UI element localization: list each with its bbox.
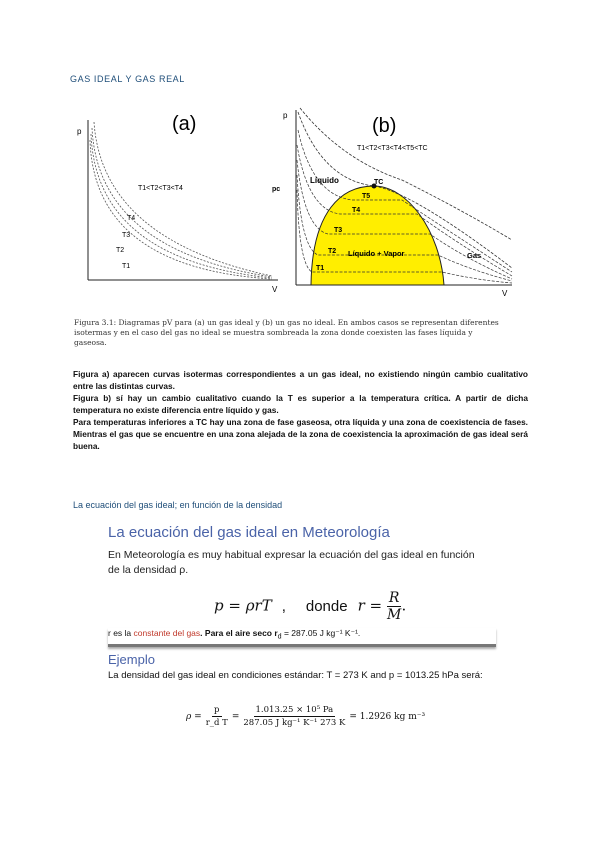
panel-a-v-label: V [272, 285, 278, 294]
gas-const-sub: d [277, 632, 282, 641]
panel-b-v-label: V [502, 289, 508, 298]
rho-eq: ρ = [186, 711, 202, 722]
panel-a-ordering: T1<T2<T3<T4 [138, 185, 183, 192]
gas-const-pre: r es la [108, 628, 132, 638]
coexistence-region [311, 186, 444, 285]
panel-b-pc-label: pc [272, 186, 281, 193]
equation-numerator: R [388, 590, 400, 606]
frac2-num: 1.013.25 × 10⁵ Pa [255, 705, 334, 715]
panel-b-t4-label: T4 [352, 207, 361, 214]
section-title-ecuacion-densidad: La ecuación del gas ideal; en función de la densidad [73, 500, 283, 510]
gas-const-post: . Para el aire seco r [200, 628, 278, 638]
density-result: = 1.2926 kg m⁻³ [349, 711, 426, 722]
equation-denominator: M [386, 607, 402, 623]
figure-caption: Figura 3.1: Diagramas pV para (a) un gas ideal y (b) un gas no ideal. En ambos casos se representan diferentes isotermas y en el caso del gas no ideal se muestra sombreada la zona donde coexisten las fases líquida y gaseosa. [74, 318, 499, 347]
panel-b-label: (b) [372, 115, 397, 137]
section-title-gas-ideal-real: GAS IDEAL Y GAS REAL [70, 74, 185, 84]
panel-a-t2-label: T2 [116, 247, 125, 254]
equation-fraction [387, 590, 402, 623]
panel-a-isotherm-t1 [90, 140, 272, 279]
frac2-den: 287.05 J kg⁻¹ K⁻¹ 273 K [243, 718, 346, 728]
equation-donde: donde [305, 597, 348, 615]
paragraph-coexistence: Para temperaturas inferiores a TC hay una zona de fase gaseosa, otra líquida y una zona de coexistencia de fases. Mientras el gas que se encuentre en una zona alejada de la zona de coexistencia la aproximación de gas ideal será buena. [73, 417, 528, 451]
panel-a [77, 113, 281, 294]
gas-const-red: constante del gas [133, 628, 201, 638]
pv-diagram-figure [72, 100, 528, 300]
panel-b-tc-label: TC [374, 179, 384, 186]
panel-b [272, 108, 512, 298]
meteo-title: La ecuación del gas ideal en Meteorología [108, 524, 390, 541]
example-text: La densidad del gas ideal en condiciones estándar: T = 273 K and p = 1013.25 hPa será: [108, 670, 483, 681]
eq-sign: = [231, 711, 240, 722]
panel-b-ordering: T1<T2<T3<T4<T5<TC [357, 145, 428, 152]
gas-const-val: = 287.05 J kg⁻¹ K⁻¹. [281, 628, 361, 638]
panel-a-t4-label: T4 [127, 215, 136, 222]
frac1-num: p [214, 705, 220, 715]
panel-b-gas-label: Gas [467, 251, 482, 260]
fraction-values [243, 705, 345, 728]
density-equation [186, 705, 425, 728]
equation-end: . [401, 596, 407, 615]
equation-lhs: p = ρrT [214, 596, 272, 615]
panel-a-isotherm-t2 [91, 134, 272, 278]
panel-a-t1-label: T1 [122, 263, 131, 270]
panel-b-liquid-label: Líquido [310, 176, 339, 185]
frac1-den: r_d T [205, 718, 228, 728]
panel-a-p-label: p [77, 127, 82, 136]
panel-b-t5-label: T5 [362, 193, 371, 200]
fraction-p-rdt [206, 705, 228, 728]
meteo-intro: En Meteorología es muy habitual expresar la ecuación del gas ideal en función de la densidad ρ. [108, 549, 475, 576]
panel-b-p-label: p [283, 111, 288, 120]
panel-a-isotherm-t3 [92, 128, 272, 277]
example-title: Ejemplo [108, 652, 155, 667]
ideal-gas-equation [214, 590, 406, 623]
gas-constant-note [108, 628, 496, 647]
panel-a-label: (a) [172, 113, 197, 135]
equation-sep: , [281, 597, 286, 615]
panel-b-t3-label: T3 [334, 227, 343, 234]
paragraph-figure-b: Figura b) sí hay un cambio cualitativo cuando la T es superior a la temperatura crítica. A partir de dicha temperatura no existe diferencia entre líquido y gas. [73, 393, 528, 415]
panel-b-t1-label: T1 [316, 265, 325, 272]
panel-a-t3-label: T3 [122, 232, 131, 239]
panel-b-t2-label: T2 [328, 248, 337, 255]
equation-r: r = [357, 596, 383, 615]
meteorology-slide [108, 520, 496, 740]
paragraph-figure-a: Figura a) aparecen curvas isotermas correspondientes a un gas ideal, no existiendo ningún cambio cualitativo entre las distintas curvas. [73, 369, 528, 391]
panel-b-coexistence-label: Líquido + Vapor [348, 249, 405, 258]
